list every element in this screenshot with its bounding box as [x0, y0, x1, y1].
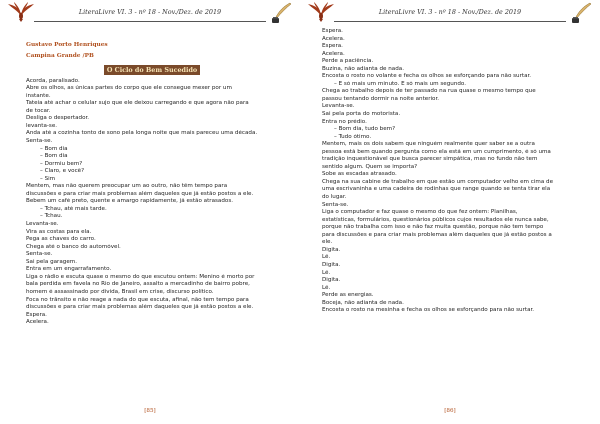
text-line: Entra no prédio.	[322, 118, 367, 125]
text-line: Levanta-se.	[322, 103, 355, 110]
text-line: Digita.	[322, 261, 341, 268]
right-page	[300, 0, 600, 424]
text-line: – Bom dia	[40, 153, 68, 160]
text-line: Abre os olhos, as únicas partes do corpo que ele consegue mexer por um	[26, 85, 232, 92]
text-line: Entra em um engarrafamento.	[26, 266, 112, 273]
text-line: Sai pela garagem.	[26, 258, 77, 265]
text-line: para discussões e para criar mais problemas além daqueles que já estão postos a	[322, 231, 552, 238]
text-line: Boceja, não adianta de nada.	[322, 299, 404, 306]
author-place: Campina Grande /PB	[26, 52, 94, 59]
header-rule	[34, 21, 266, 22]
text-line: Encosta o rosto na mesinha e fecha os olhos se esforçando para não surtar.	[322, 307, 535, 314]
text-line: Senta-se.	[26, 251, 53, 258]
right-text-lines	[322, 28, 578, 315]
header-rule	[334, 21, 566, 22]
text-line: discussões e para criar mais problemas além daqueles que já estão postos a ele.	[26, 190, 254, 197]
text-line: Vira as costas para ela.	[26, 228, 92, 235]
text-line: Acelera.	[322, 35, 345, 42]
text-line: bala perdida em favela no Rio de Janeiro, assalto a mercadinho de bairro pobre,	[26, 281, 250, 288]
text-line: Perde as energias.	[322, 292, 374, 299]
text-line: – Sim	[40, 175, 56, 182]
text-line: do lugar.	[322, 194, 347, 201]
left-text-lines	[26, 78, 278, 327]
text-line: Mentem, mas não querem preocupar um ao outro, não têm tempo para	[26, 183, 228, 190]
text-line: Chega até o banco do automóvel.	[26, 243, 121, 250]
text-line: Espera.	[322, 43, 343, 50]
text-line: Lê.	[322, 254, 331, 261]
text-line: Sai pela porta do motorista.	[322, 111, 401, 118]
story-title: O Ciclo do Bem Sucedido	[104, 65, 200, 75]
text-line: Acorda, paralisado.	[26, 77, 80, 84]
text-line: Buzina, não adianta de nada.	[322, 65, 404, 72]
quill-inkpot-icon	[270, 2, 292, 24]
text-line: Chega na sua cabine de trabalho em que estão um computador velho em cima de	[322, 178, 554, 185]
text-line: – É só mais um minuto. É só mais um segundo.	[334, 80, 467, 87]
text-line: Pega as chaves do carro.	[26, 236, 96, 243]
text-line: tradição inquestionável que busca parecer simpática, mas no fundo não tem	[322, 156, 538, 163]
author-name: Gustavo Porto Henriques	[26, 42, 108, 48]
text-line: pessoa está bem quando pergunta como ela está em um cumprimento, é só uma	[322, 148, 551, 155]
text-line: Foca no trânsito e não reage a nada do que escuta, afinal, não tem tempo para	[26, 296, 249, 303]
text-line: Sobe as escadas atrasado.	[322, 171, 397, 178]
text-line: passou tentando dormir na noite anterior.	[322, 95, 440, 102]
text-line: Digita.	[322, 277, 341, 284]
text-line: Acelera.	[322, 50, 345, 57]
text-line: Liga o rádio e escuta quase o mesmo do que escutou ontem: Menino é morto por	[26, 273, 255, 280]
text-line: Senta-se.	[322, 201, 349, 208]
text-line: Levanta-se.	[26, 221, 59, 228]
text-line: Desliga o despertador.	[26, 115, 90, 122]
text-line: Senta-se.	[26, 138, 53, 145]
text-line: Espera.	[26, 311, 47, 318]
text-line: estatísticas, formulários, questionários públicos cujos resultados ele nunca sabe,	[322, 216, 549, 223]
page-header	[8, 2, 292, 24]
text-line: – Tudo ótimo.	[334, 133, 372, 140]
text-line: Encosta o rosto no volante e fecha os olhos se esforçando para não surtar.	[322, 73, 532, 80]
text-line: levanta-se.	[26, 122, 58, 129]
text-line: ele.	[322, 239, 333, 246]
text-line: – Dormiu bem?	[40, 160, 83, 167]
text-line: – Tchau, até mais tarde.	[40, 205, 107, 212]
text-line: Digita.	[322, 246, 341, 253]
text-line: – Claro, e você?	[40, 168, 85, 175]
text-line: Anda até a cozinha tonto de sono pela longa noite que mais pareceu uma década.	[26, 130, 258, 137]
page-number: [85]	[144, 408, 156, 414]
text-line: – Tchau.	[40, 213, 63, 220]
text-line: Acelera.	[26, 319, 49, 326]
text-line: Espera.	[322, 28, 343, 34]
text-line: Liga o computador e faz quase o mesmo do que fez ontem: Planilhas,	[322, 209, 518, 216]
right-body	[322, 28, 578, 315]
text-line: Bebem um café preto, quente e amargo rapidamente, já estão atrasados.	[26, 198, 234, 205]
text-line: porque não trabalha com isso e não faz muita questão, porque não tem tempo	[322, 224, 544, 231]
text-line: instante.	[26, 92, 51, 99]
text-line: Lê.	[322, 284, 331, 291]
text-line: Mentem, mais os dois sabem que ninguém realmente quer saber se a outra	[322, 141, 535, 148]
header-text: LiteraLivre VI. 3 - nº 18 - Nov./Dez. de 2019	[78, 8, 222, 16]
page-number: [86]	[444, 408, 456, 414]
text-line: Chega ao trabalho depois de ter passado na rua quase o mesmo tempo que	[322, 88, 536, 95]
text-line: Perde a paciência.	[322, 58, 374, 65]
page-header	[308, 2, 592, 24]
left-body	[26, 28, 278, 327]
quill-inkpot-icon	[570, 2, 592, 24]
text-line: sentido algum. Quem se importa?	[322, 163, 418, 170]
text-line: de tocar.	[26, 107, 51, 114]
text-line: – Bom dia, tudo bem?	[334, 126, 396, 133]
text-line: discussões e para criar mais problemas além daqueles que já estão postos a ele.	[26, 304, 254, 311]
text-line: uma escrivaninha e uma cadeira de rodinhas que range quando se tenta tirar ela	[322, 186, 551, 193]
text-line: Tateia até achar o celular sujo que ele deixou carregando e que agora não para	[26, 100, 249, 107]
text-line: Lê.	[322, 269, 331, 276]
text-line: – Bom dia	[40, 145, 68, 152]
header-text: LiteraLivre VI. 3 - nº 18 - Nov./Dez. de 2019	[378, 8, 522, 16]
text-line: homem é assassinado por dívida, Brasil em crise, discurso político.	[26, 288, 214, 295]
